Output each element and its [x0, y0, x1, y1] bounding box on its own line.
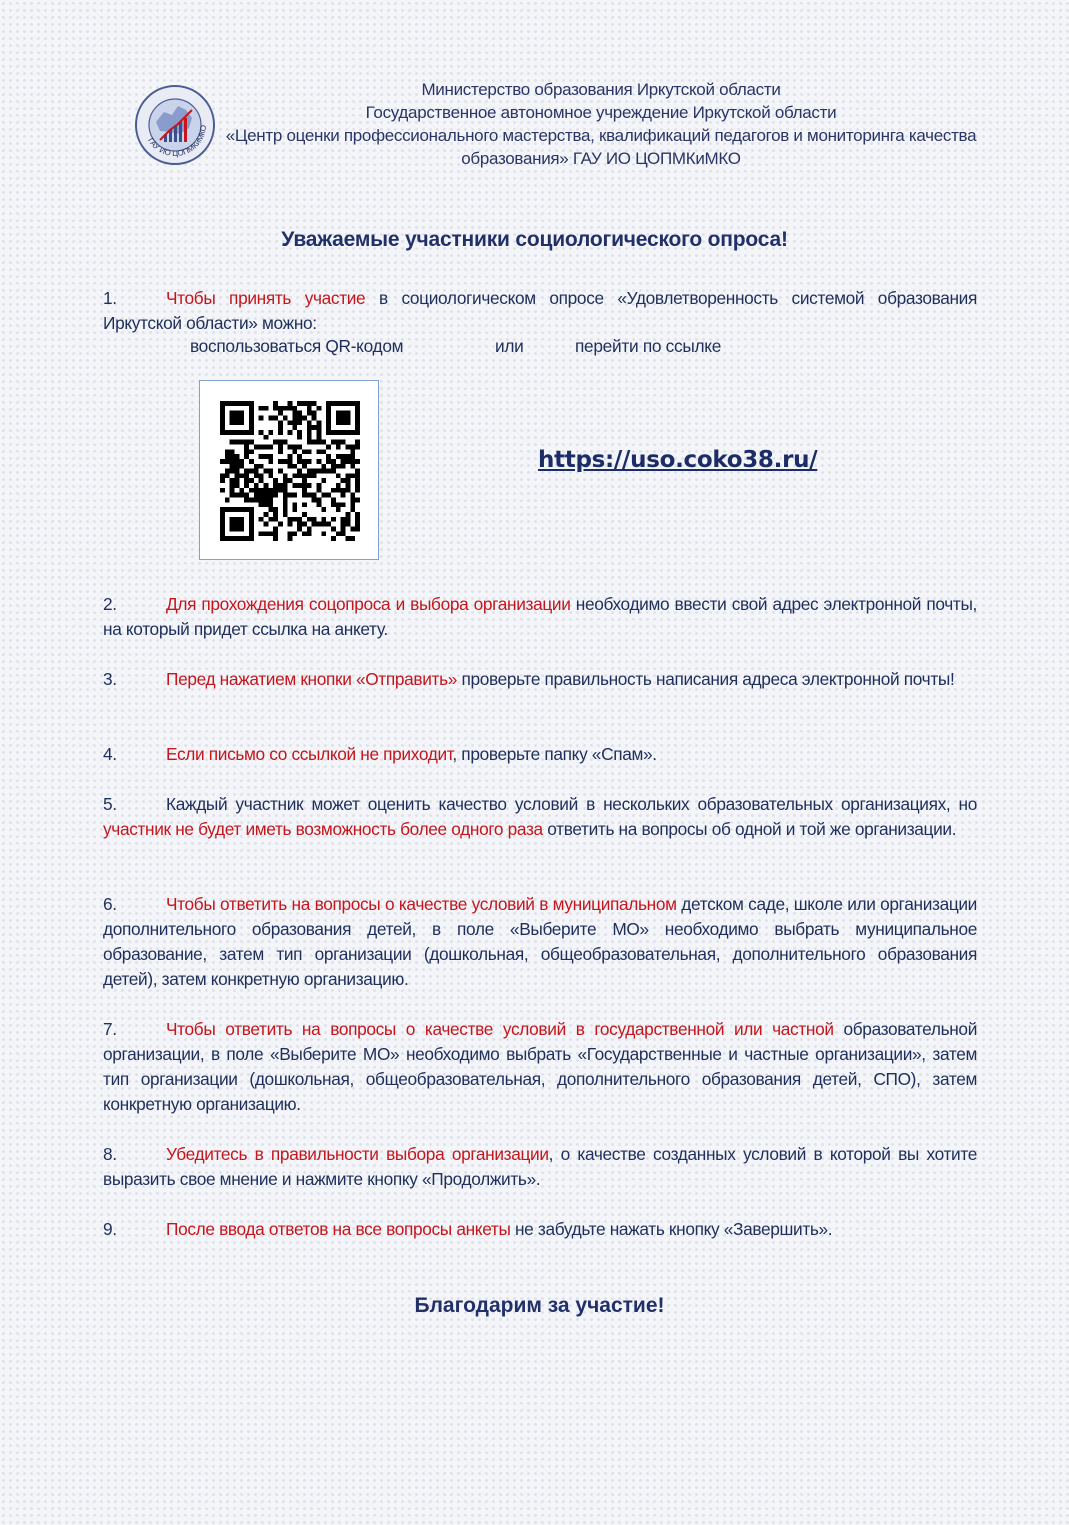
logo-ring-text: ГАУ ИО ЦОПМКиМКО [146, 124, 209, 159]
item-text: в социологическом опросе «Удовлетворенность системой образования Иркутской области» можно: [103, 288, 977, 333]
item-number: 3. [103, 669, 117, 689]
item-text: ответить на вопросы об одной и той же организации. [542, 819, 957, 839]
instruction-item-7 [103, 1017, 977, 1117]
instruction-item-6 [103, 892, 977, 992]
organization-emblem-icon [134, 84, 216, 166]
item-number: 7. [103, 1019, 117, 1039]
organization-header [225, 78, 977, 170]
instruction-item-3 [103, 667, 977, 692]
instruction-item-1 [103, 286, 977, 336]
item-text: детском саде, школе или организации дополнительного образования детей, в поле «Выберите МО» необходимо выбрать муниципальное образование, затем тип организации (дошкольная, общеобразовательная, дополнительного образования детей), затем конкретную организацию. [103, 894, 977, 989]
item-text: необходимо ввести свой адрес электронной почты, на который придет ссылка на анкету. [103, 594, 977, 639]
item-text: , проверьте папку «Спам». [452, 744, 657, 764]
item-highlight: участник не будет иметь возможность более одного раза [103, 819, 543, 839]
item-highlight: Чтобы ответить на вопросы о качестве условий в государственной или частной [166, 1019, 834, 1039]
greeting-title: Уважаемые участники социологического опроса! [281, 228, 788, 251]
item-number: 9. [103, 1219, 117, 1239]
item-number: 2. [103, 594, 117, 614]
item-text-pre: Каждый участник может оценить качество условий в нескольких образовательных организациях, но [166, 794, 977, 814]
item-number: 4. [103, 744, 117, 764]
item-text: , о качестве созданных условий в которой вы хотите выразить свое мнение и нажмите кнопку «Продолжить». [103, 1144, 977, 1189]
item-highlight: Чтобы принять участие [166, 288, 366, 308]
item-highlight: Убедитесь в правильности выбора организации [166, 1144, 549, 1164]
header-line-1: Министерство образования Иркутской области [421, 80, 781, 99]
link-option-label: перейти по ссылке [575, 336, 722, 356]
item-number: 6. [103, 894, 117, 914]
item-text: образовательной организации, в поле «Выберите МО» необходимо выбрать «Государственные и частные организации», затем тип организации (дошкольная, общеобразовательная, дополнительного образования детей, СПО), затем конкретную организацию. [103, 1019, 977, 1114]
survey-link[interactable]: https://uso.coko38.ru/ [538, 447, 818, 473]
instruction-item-9 [103, 1217, 977, 1242]
qr-code-frame [199, 380, 379, 560]
qr-code-icon[interactable] [220, 401, 360, 541]
item-highlight: Перед нажатием кнопки «Отправить» [166, 669, 458, 689]
instruction-item-4 [103, 742, 977, 767]
header-line-2: Государственное автономное учреждение Иркутской области [365, 103, 837, 122]
qr-option-label: воспользоваться QR-кодом [190, 336, 404, 356]
item-number: 1. [103, 288, 117, 308]
or-label: или [495, 336, 524, 356]
item-highlight: Если письмо со ссылкой не приходит [166, 744, 453, 764]
header-line-3: «Центр оценки профессионального мастерства, квалификаций педагогов и мониторинга качества [225, 126, 977, 145]
item-highlight: После ввода ответов на все вопросы анкеты [166, 1219, 511, 1239]
item-text: проверьте правильность написания адреса электронной почты! [457, 669, 955, 689]
header-line-4: образования» ГАУ ИО ЦОПМКиМКО [461, 149, 741, 168]
thanks-message: Благодарим за участие! [414, 1294, 665, 1317]
instruction-item-8 [103, 1142, 977, 1192]
item-number: 8. [103, 1144, 117, 1164]
instruction-item-5 [103, 792, 977, 842]
item-number: 5. [103, 794, 117, 814]
instruction-item-2 [103, 592, 977, 642]
item-highlight: Для прохождения соцопроса и выбора организации [166, 594, 571, 614]
item-highlight: Чтобы ответить на вопросы о качестве условий в муниципальном [166, 894, 677, 914]
item-text: не забудьте нажать кнопку «Завершить». [510, 1219, 833, 1239]
